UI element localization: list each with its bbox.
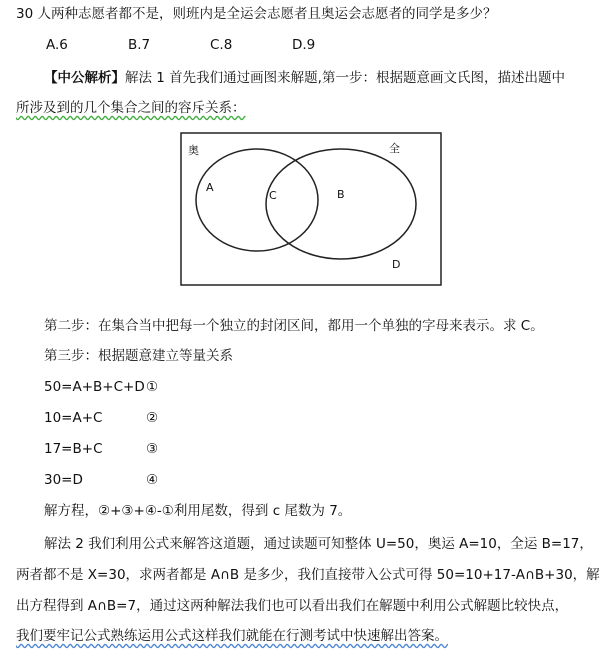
label-region-a: A [206,181,214,194]
method2-line1: 解法 2 我们利用公式来解答这道题，通过读题可知整体 U=50，奥运 A=10，全运 B=17， [44,536,593,552]
analysis-label: 【中公解析】 [44,70,125,86]
method2-line3: 出方程得到 A∩B=7，通过这两种解法我们也可以看出我们在解题中利用公式解题比较快点， [16,598,569,614]
label-quan: 全 [389,142,400,155]
equation-2-number: ② [145,410,159,426]
label-aoyun: 奥 [188,144,199,157]
equation-2 [44,409,160,427]
analysis-intro-line2 [16,99,246,117]
equation-3-number: ③ [145,441,159,457]
label-region-c: C [269,189,277,202]
step-two: 第二步：在集合当中把每一个独立的封闭区间，都用一个单独的字母来表示。求 C。 [44,318,544,334]
option-b: B.7 [128,37,151,53]
method2-line4 [16,627,448,645]
set-aoyun-ellipse [196,149,318,251]
answer-options [46,36,374,54]
equation-1-number: ① [145,379,159,395]
equation-2-expr: 10=A+C [44,410,103,426]
label-region-d: D [392,258,401,271]
venn-diagram [180,132,442,286]
equation-1-expr: 50=A+B+C+D [44,379,145,395]
analysis-intro-line1 [44,69,565,87]
analysis-intro-line2-text: 所涉及到的几个集合之间的容斥关系： [16,100,246,116]
equation-4-number: ④ [145,472,159,488]
option-a: A.6 [46,37,68,53]
question-stem: 30 人两种志愿者都不是，则班内是全运会志愿者且奥运会志愿者的同学是多少？ [16,6,497,22]
equation-1 [44,378,160,396]
equation-4-expr: 30=D [44,472,83,488]
equation-3-expr: 17=B+C [44,441,103,457]
solve-equation-line: 解方程，②+③+④-①利用尾数，得到 c 尾数为 7。 [44,503,352,519]
option-d: D.9 [292,37,316,53]
label-region-b: B [337,188,345,201]
method2-line4-text: 我们要牢记公式熟练运用公式这样我们就能在行测考试中快速解出答案。 [16,628,448,644]
set-quan-ellipse [266,149,416,259]
method2-line2: 两者都不是 X=30，求两者都是 A∩B 是多少，我们直接带入公式可得 50=10+17-A∩B+30，解 [16,567,600,583]
analysis-intro-text: 解法 1 首先我们通过画图来解题,第一步：根据题意画文氏图，描述出题中 [125,70,565,86]
step-three: 第三步：根据题意建立等量关系 [44,348,233,364]
option-c: C.8 [210,37,233,53]
equation-3 [44,440,160,458]
equation-4 [44,471,160,489]
universe-rectangle [181,133,441,285]
